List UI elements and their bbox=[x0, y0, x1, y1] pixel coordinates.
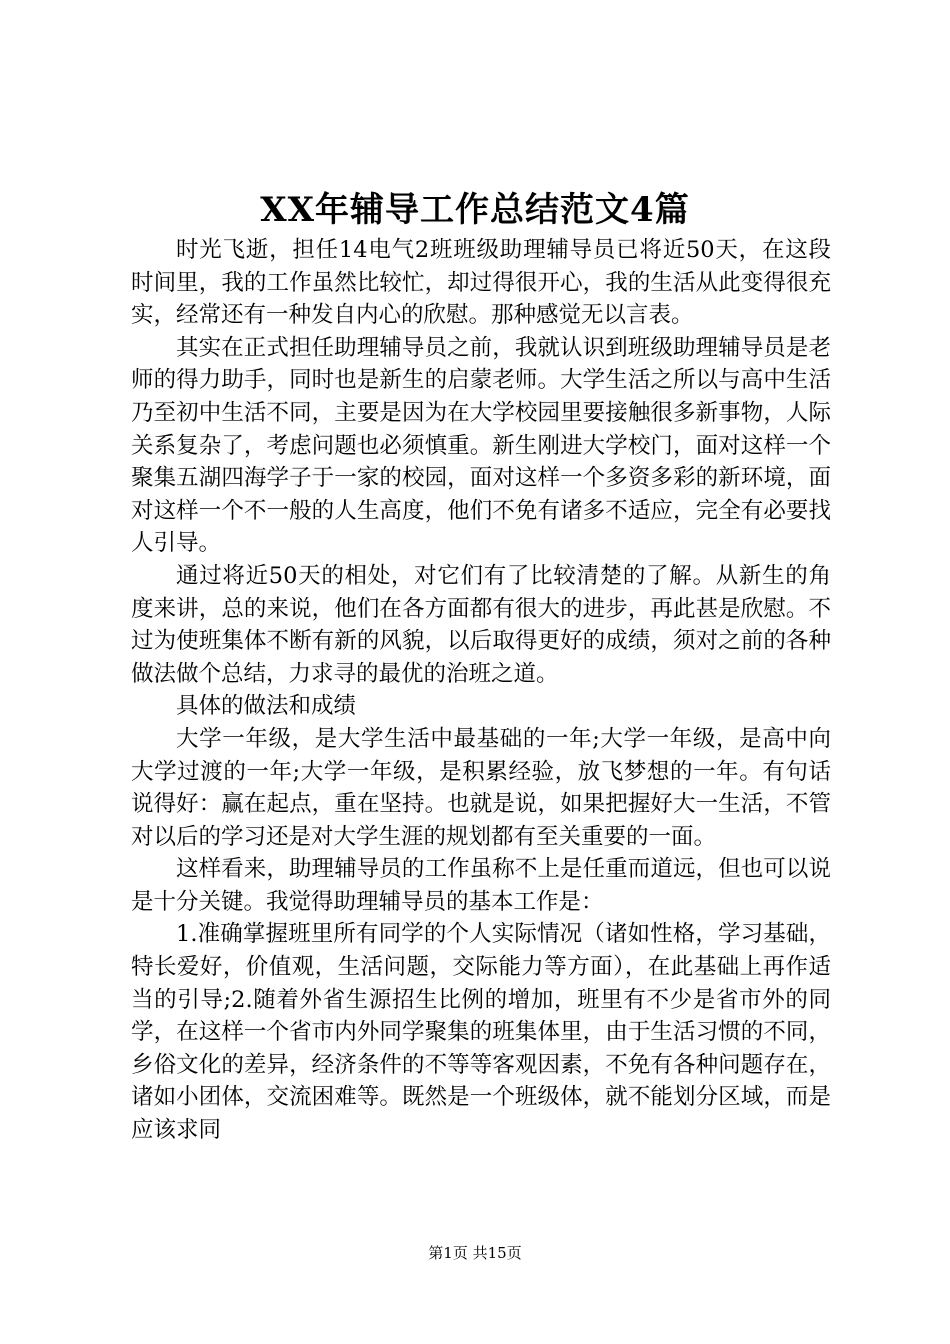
document-title: XX年辅导工作总结范文4篇 bbox=[260, 190, 690, 230]
paragraph: 其实在正式担任助理辅导员之前，我就认识到班级助理辅导员是老师的得力助手，同时也是新生的启蒙老师。大学生活之所以与高中生活乃至初中生活不同，主要是因为在大学校园里要接触很多新事物，人际关系复杂了，考虑问题也必须慎重。新生刚进大学校门，面对这样一个聚集五湖四海学子于一家的校园，面对这样一个多资多彩的新环境，面对这样一个不一般的人生高度，他们不免有诸多不适应，完全有必要找人引导。 bbox=[131, 334, 831, 557]
paragraph: 这样看来，助理辅导员的工作虽称不上是任重而道远，但也可以说是十分关键。我觉得助理辅导员的基本工作是： bbox=[131, 856, 831, 915]
section-heading: 具体的做法和成绩 bbox=[176, 693, 357, 720]
document-body bbox=[131, 234, 831, 1147]
page-footer: 第1页 共15页 bbox=[428, 1244, 522, 1262]
paragraph: 1.准确掌握班里所有同学的个人实际情况（诸如性格，学习基础，特长爱好，价值观，生活问题，交际能力等方面），在此基础上再作适当的引导;2.随着外省生源招生比例的增加，班里有不少是省市外的同学，在这样一个省市内外同学聚集的班集体里，由于生活习惯的不同，乡俗文化的差异，经济条件的不等等客观因素，不免有各种问题存在，诸如小团体，交流困难等。既然是一个班级体，就不能划分区域，而是应该求同 bbox=[131, 921, 831, 1144]
paragraph: 大学一年级，是大学生活中最基础的一年;大学一年级，是高中向大学过渡的一年;大学一年级，是积累经验，放飞梦想的一年。有句话说得好：赢在起点，重在坚持。也就是说，如果把握好大一生活，不管对以后的学习还是对大学生涯的规划都有至关重要的一面。 bbox=[131, 725, 831, 850]
paragraph: 时光飞逝，担任14电气2班班级助理辅导员已将近50天，在这段时间里，我的工作虽然比较忙，却过得很开心，我的生活从此变得很充实，经常还有一种发自内心的欣慰。那种感觉无以言表。 bbox=[131, 237, 831, 329]
paragraph: 通过将近50天的相处，对它们有了比较清楚的了解。从新生的角度来讲，总的来说，他们在各方面都有很大的进步，再此甚是欣慰。不过为使班集体不断有新的风貌，以后取得更好的成绩，须对之前的各种做法做个总结，力求寻的最优的治班之道。 bbox=[131, 562, 831, 687]
